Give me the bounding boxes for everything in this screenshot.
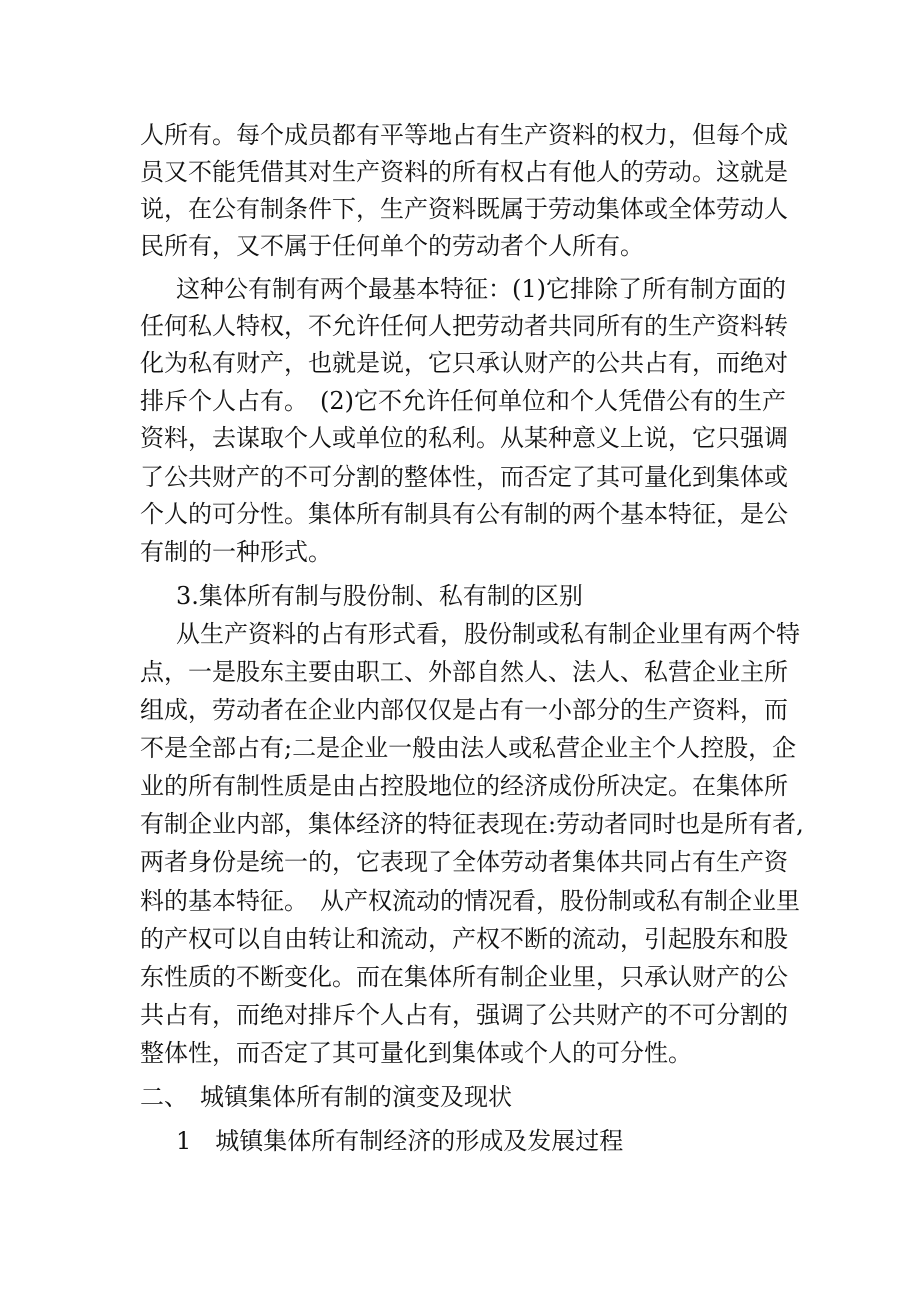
text-line: 从生产资料的占有形式看，股份制或私有制企业里有两个特 (176, 620, 800, 648)
text-line: 民所有，又不属于任何单个的劳动者个人所有。 (140, 232, 644, 260)
text-line: 料的基本特征。 从产权流动的情况看，股份制或私有制企业里 (140, 887, 800, 915)
text-line: 员又不能凭借其对生产资料的所有权占有他人的劳动。这就是 (140, 158, 788, 186)
text-line: 有制的一种形式。 (140, 538, 332, 566)
section-heading: 二、 城镇集体所有制的演变及现状 (140, 1083, 512, 1111)
text-line: 化为私有财产，也就是说，它只承认财产的公共占有，而绝对 (140, 349, 788, 377)
text-line: 说，在公有制条件下，生产资料既属于劳动集体或全体劳动人 (140, 195, 788, 223)
text-line: 组成，劳动者在企业内部仅仅是占有一小部分的生产资料，而 (140, 696, 788, 724)
text-line: 人所有。每个成员都有平等地占有生产资料的权力，但每个成 (140, 121, 788, 149)
text-line: 了公共财产的不可分割的整体性，而否定了其可量化到集体或 (140, 463, 788, 491)
text-line: 整体性，而否定了其可量化到集体或个人的可分性。 (140, 1039, 692, 1067)
text-line: 有制企业内部，集体经济的特征表现在:劳动者同时也是所有者, (140, 810, 804, 838)
section-heading: 3.集体所有制与股份制、私有制的区别 (176, 582, 583, 610)
text-line: 个人的可分性。集体所有制具有公有制的两个基本特征，是公 (140, 500, 788, 528)
text-line: 这种公有制有两个最基本特征：(1)它排除了所有制方面的 (176, 275, 786, 303)
text-line: 点，一是股东主要由职工、外部自然人、法人、私营企业主所 (140, 658, 788, 686)
text-line: 不是全部占有;二是企业一般由法人或私营企业主个人控股，企 (140, 734, 797, 762)
text-line: 的产权可以自由转让和流动，产权不断的流动，引起股东和股 (140, 925, 788, 953)
text-line: 共占有，而绝对排斥个人占有，强调了公共财产的不可分割的 (140, 1001, 788, 1029)
text-line: 两者身份是统一的，它表现了全体劳动者集体共同占有生产资 (140, 848, 788, 876)
text-line: 资料，去谋取个人或单位的私利。从某种意义上说，它只强调 (140, 424, 788, 452)
text-line: 排斥个人占有。 (2)它不允许任何单位和个人凭借公有的生产 (140, 387, 786, 415)
text-line: 业的所有制性质是由占控股地位的经济成份所决定。在集体所 (140, 772, 788, 800)
subsection-heading: 1 城镇集体所有制经济的形成及发展过程 (176, 1127, 624, 1155)
text-line: 任何私人特权，不允许任何人把劳动者共同所有的生产资料转 (140, 312, 788, 340)
text-line: 东性质的不断变化。而在集体所有制企业里，只承认财产的公 (140, 963, 788, 991)
